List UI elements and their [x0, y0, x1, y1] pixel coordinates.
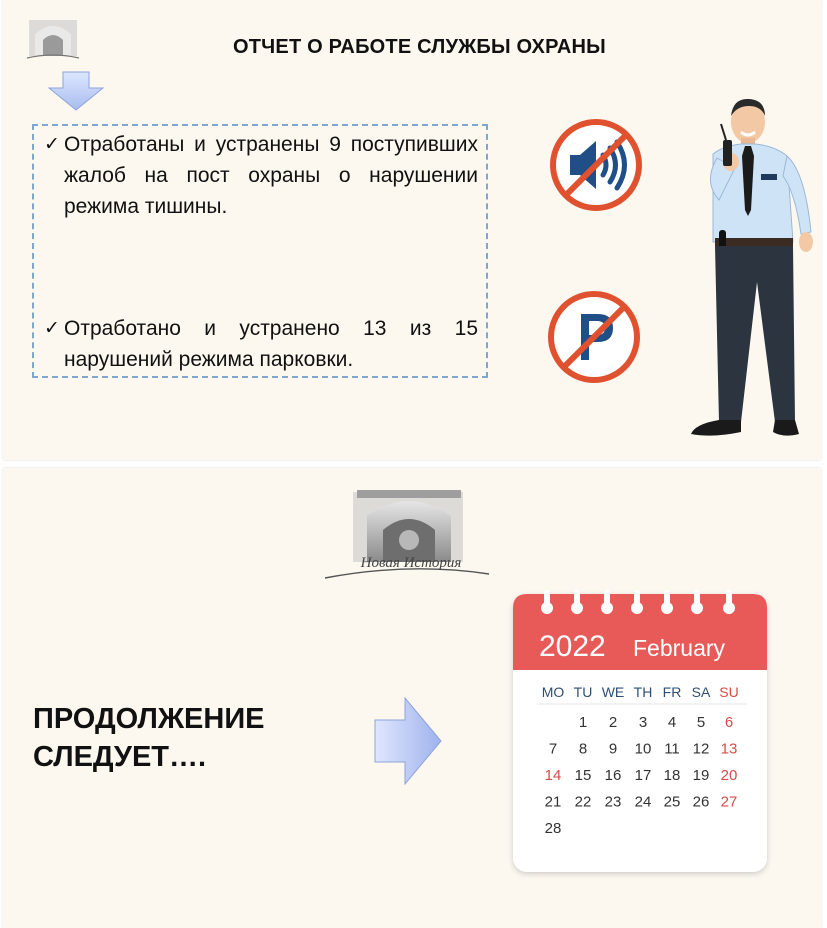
calendar-weekday: FR — [662, 684, 682, 700]
calendar-day: 2 — [608, 714, 618, 731]
slide-security-report — [3, 0, 821, 460]
calendar-day: 26 — [692, 793, 710, 811]
calendar-day: 15 — [574, 767, 592, 784]
calendar-day: 12 — [692, 740, 710, 758]
calendar-ring-hook — [694, 590, 700, 606]
calendar-day: 11 — [664, 740, 680, 758]
calendar-day: 18 — [663, 767, 681, 784]
down-arrow-icon — [47, 70, 107, 114]
calendar-weekday: TH — [633, 684, 653, 700]
logo-text: Новая История — [360, 555, 462, 571]
calendar-ring-hook — [544, 590, 550, 606]
calendar-weekday: SU — [719, 684, 739, 700]
right-arrow-icon — [371, 694, 445, 788]
list-item — [44, 129, 478, 222]
calendar-day: 14 — [544, 767, 562, 784]
calendar-day: 23 — [604, 793, 622, 811]
checkmark-icon: ✓ — [44, 133, 60, 155]
calendar-weekday: SA — [691, 684, 711, 700]
calendar-day: 5 — [696, 714, 706, 731]
logo-icon — [25, 14, 81, 62]
bullet-text: Отработаны и устранены 9 поступивших жалоб на пост охраны о нарушении режима тишины. — [64, 133, 478, 218]
calendar-day: 4 — [667, 714, 677, 731]
calendar-day: 25 — [663, 793, 681, 811]
slide-continuation — [3, 468, 821, 928]
calendar-weekday: WE — [601, 684, 625, 700]
calendar-weekday: MO — [541, 684, 565, 700]
calendar-day: 7 — [548, 740, 558, 758]
calendar-ring-hook — [574, 590, 580, 606]
calendar-weekday: TU — [573, 684, 593, 700]
calendar-day: 9 — [608, 740, 618, 758]
bullet-text: Отработано и устранено 13 из 15 нарушений режима парковки. — [64, 317, 478, 371]
calendar-day: 17 — [634, 767, 652, 784]
calendar-day: 22 — [574, 793, 592, 811]
checkmark-icon: ✓ — [44, 317, 60, 339]
security-guard-illustration — [683, 92, 818, 444]
page-title: ОТЧЕТ О РАБОТЕ СЛУЖБЫ ОХРАНЫ — [233, 36, 606, 58]
calendar-widget — [507, 586, 773, 878]
no-sound-icon — [548, 117, 644, 213]
calendar-day: 13 — [720, 740, 738, 758]
calendar-day: 6 — [724, 714, 734, 731]
calendar-ring-hook — [726, 590, 732, 606]
continue-heading: ПРОДОЛЖЕНИЕ СЛЕДУЕТ…. — [33, 703, 265, 773]
calendar-day: 1 — [578, 714, 588, 731]
calendar-ring-hook — [634, 590, 640, 606]
calendar-day: 16 — [604, 767, 622, 784]
calendar-year: 2022 — [539, 630, 606, 663]
logo-icon — [319, 486, 495, 590]
bullet-list — [32, 124, 488, 378]
calendar-ring-hook — [604, 590, 610, 606]
calendar-month: February — [633, 635, 726, 661]
calendar-day: 8 — [578, 740, 588, 758]
no-parking-icon — [545, 288, 643, 386]
calendar-day: 21 — [544, 793, 562, 811]
calendar-day: 19 — [692, 767, 710, 784]
calendar-day: 24 — [634, 793, 652, 811]
calendar-day: 10 — [634, 740, 652, 758]
list-item — [44, 313, 478, 375]
calendar-day: 27 — [720, 793, 738, 811]
calendar-day: 3 — [638, 714, 648, 731]
calendar-day: 20 — [720, 767, 738, 784]
calendar-day: 28 — [544, 820, 562, 837]
calendar-ring-hook — [664, 590, 670, 606]
